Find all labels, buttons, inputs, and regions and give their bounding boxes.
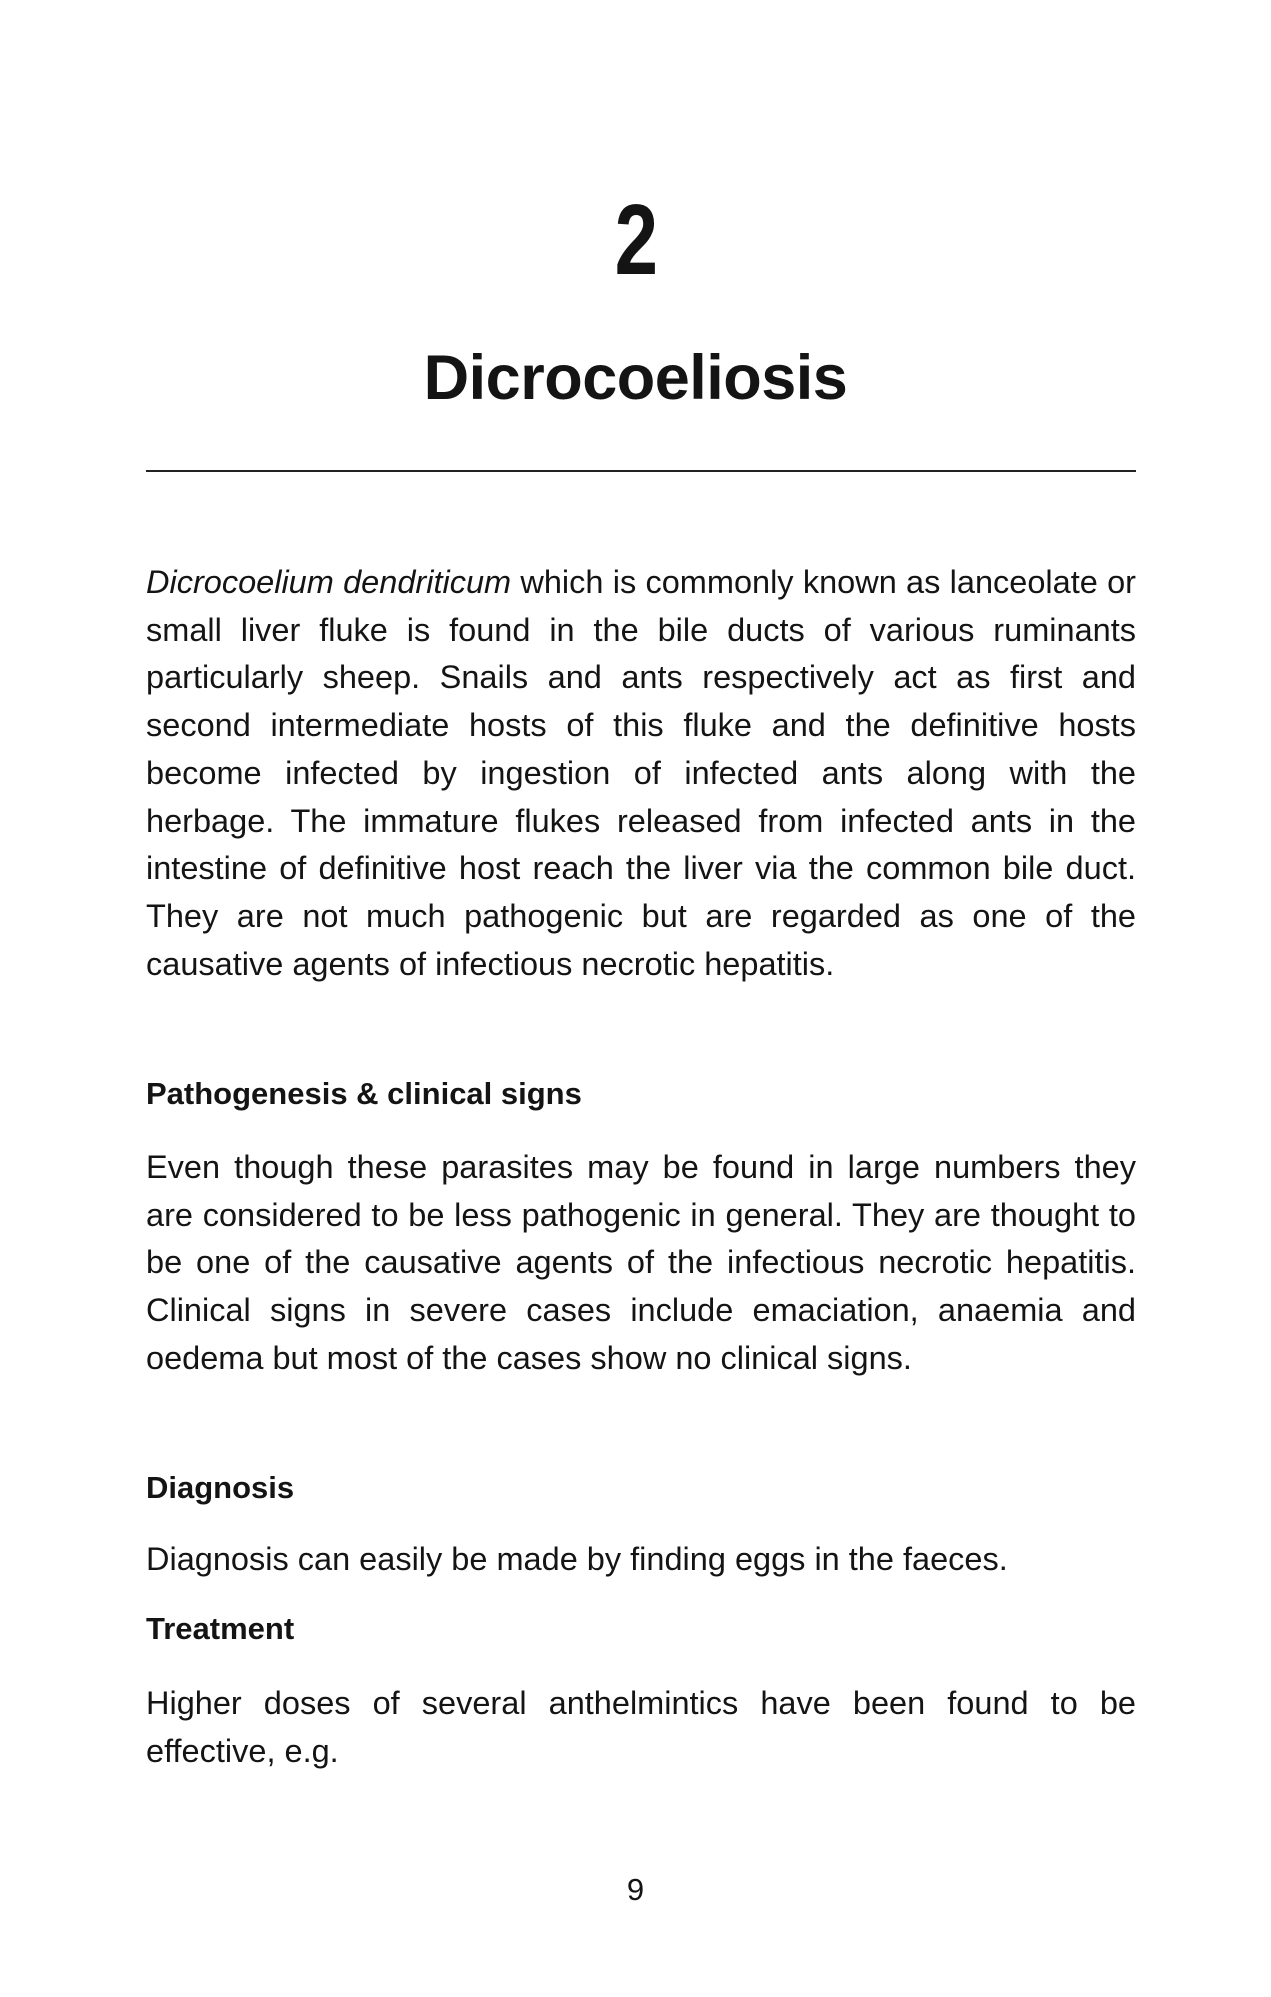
section-heading-pathogenesis: Pathogenesis & clinical signs [146, 1076, 582, 1111]
section-paragraph-pathogenesis: Even though these parasites may be found in large numbers they are considered to be less pathogenic in general. They are thought to be one of the causative agents of the infectious necrotic hepatitis. Clinical signs in severe cases include emaciation, anaemia and oedema but most of the cases show no clinical signs. [146, 1149, 1136, 1376]
section-heading-diagnosis: Diagnosis [146, 1470, 295, 1505]
section-paragraph-diagnosis: Diagnosis can easily be made by finding eggs in the faeces. [146, 1541, 1008, 1577]
section-paragraph-treatment: Higher doses of several anthelmintics have been found to be effective, e.g. [146, 1685, 1136, 1769]
chapter-number: 2 [614, 184, 657, 296]
section-heading-treatment: Treatment [146, 1611, 295, 1646]
intro-paragraph [146, 559, 1136, 988]
intro-text: which is commonly known as lanceolate or small liver fluke is found in the bile ducts of various ruminants particularly sheep. Snails and ants respectively act as first and second intermediate hosts of this fluke and the definitive hosts become infected by ingestion of infected ants along with the herbage. The immature flukes released from infected ants in the intestine of definitive host reach the liver via the common bile duct. They are not much pathogenic but are regarded as one of the causative agents of infectious necrotic hepatitis. [146, 564, 1136, 982]
chapter-title: Dicrocoeliosis [423, 343, 848, 413]
title-divider [146, 470, 1136, 472]
scientific-name: Dicrocoelium dendriticum [146, 564, 512, 600]
page-number: 9 [626, 1872, 645, 1907]
